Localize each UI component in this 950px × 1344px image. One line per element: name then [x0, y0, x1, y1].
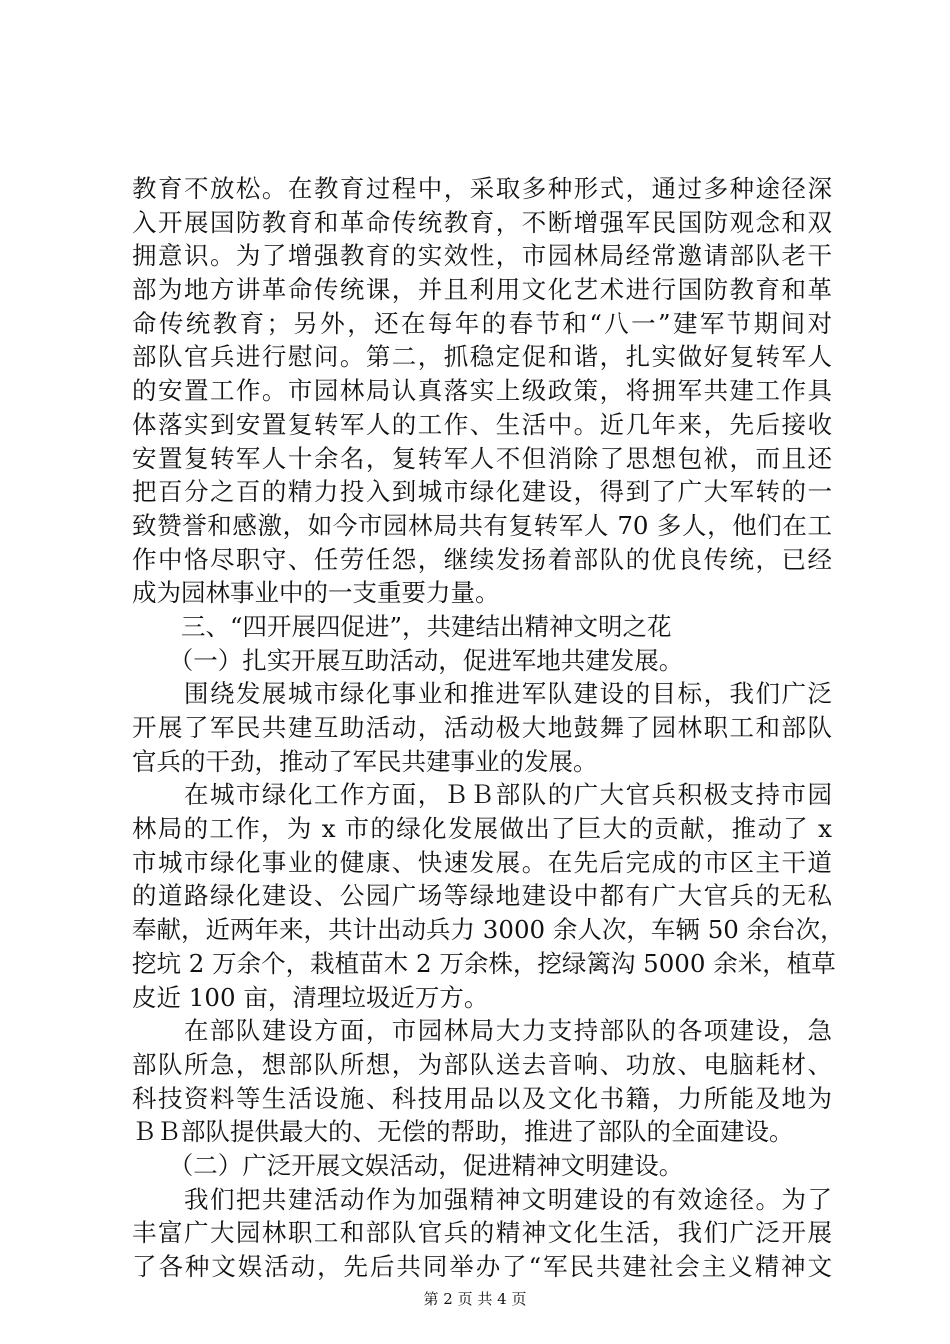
text-line: 把百分之百的精力投入到城市绿化建设，得到了广大军转的一	[132, 477, 832, 507]
text-line: 致赞誉和感激，如今市园林局共有复转军人 70 多人，他们在工	[132, 510, 832, 540]
text-line: 了各种文娱活动，先后共同举办了“军民共建社会主义精神文	[132, 1252, 832, 1281]
text-line: （一）扎实开展互助活动，促进军地共建发展。	[132, 645, 684, 675]
text-line: 在部队建设方面，市园林局大力支持部队的各项建设，急	[132, 1016, 832, 1046]
text-line: 我们把共建活动作为加强精神文明建设的有效途径。为了	[132, 1184, 832, 1214]
text-line: 作中恪尽职守、任劳任怨，继续发扬着部队的优良传统，已经	[132, 544, 832, 574]
text-line: 体落实到安置复转军人的工作、生活中。近几年来，先后接收	[132, 409, 832, 439]
text-line: 科技资料等生活设施、科技用品以及文化书籍，力所能及地为	[132, 1083, 832, 1113]
text-line: 部队所急，想部队所想，为部队送去音响、功放、电脑耗材、	[132, 1049, 832, 1079]
text-line: 的安置工作。市园林局认真落实上级政策，将拥军共建工作具	[132, 376, 832, 406]
text-line: 入开展国防教育和革命传统教育，不断增强军民国防观念和双	[132, 207, 832, 237]
text-line: 官兵的干劲，推动了军民共建事业的发展。	[132, 746, 598, 776]
text-line: 林局的工作，为 x 市的绿化发展做出了巨大的贡献，推动了 x	[132, 814, 832, 844]
text-line: 命传统教育；另外，还在每年的春节和“八一”建军节期间对	[132, 308, 832, 338]
document-body	[132, 172, 845, 1284]
text-line: 安置复转军人十余名，复转军人不但消除了思想包袱，而且还	[132, 443, 832, 473]
text-line: 挖坑 2 万余个，栽植苗木 2 万余株，挖绿篱沟 5000 余米，植草	[132, 948, 836, 978]
text-line: 成为园林事业中的一支重要力量。	[132, 578, 500, 608]
text-line: 拥意识。为了增强教育的实效性，市园林局经常邀请部队老干	[132, 241, 832, 271]
page-footer: 第 2 页 共 4 页	[423, 1290, 527, 1308]
text-line: 皮近 100 亩，清理垃圾近万方。	[132, 982, 489, 1012]
text-line: 开展了军民共建互助活动，活动极大地鼓舞了园林职工和部队	[132, 713, 832, 742]
text-line: 围绕发展城市绿化事业和推进军队建设的目标，我们广泛	[132, 679, 832, 709]
text-line: 部队官兵进行慰问。第二，抓稳定促和谐，扎实做好复转军人	[132, 342, 832, 372]
text-line: 奉献，近两年来，共计出动兵力 3000 余人次，车辆 50 余台次，	[132, 915, 845, 945]
text-line: 的道路绿化建设、公园广场等绿地建设中都有广大官兵的无私	[132, 881, 832, 911]
text-line: 三、“四开展四促进”，共建结出精神文明之花	[132, 611, 672, 641]
text-line: （二）广泛开展文娱活动，促进精神文明建设。	[132, 1150, 684, 1180]
text-line: 教育不放松。在教育过程中，采取多种形式，通过多种途径深	[132, 174, 832, 203]
text-line: 丰富广大园林职工和部队官兵的精神文化生活，我们广泛开展	[132, 1218, 832, 1248]
text-line: 在城市绿化工作方面，ＢＢ部队的广大官兵积极支持市园	[132, 780, 832, 810]
text-line: ＢＢ部队提供最大的、无偿的帮助，推进了部队的全面建设。	[132, 1117, 794, 1147]
text-line: 市城市绿化事业的健康、快速发展。在先后完成的市区主干道	[132, 847, 832, 877]
text-line: 部为地方讲革命传统课，并且利用文化艺术进行国防教育和革	[132, 275, 832, 305]
